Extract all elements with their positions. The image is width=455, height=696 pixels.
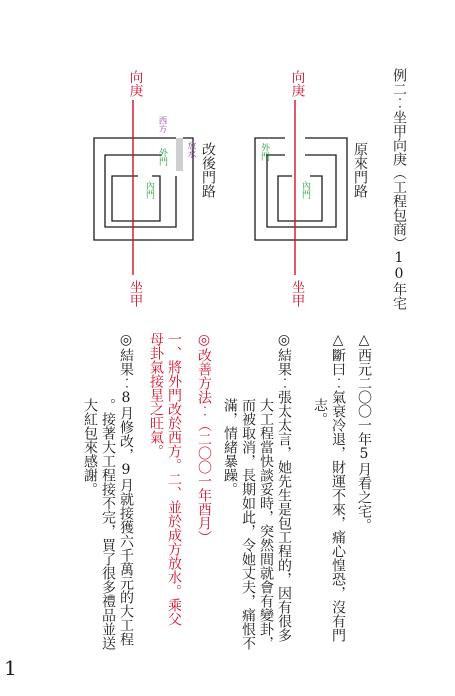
water-label: 放水 xyxy=(186,141,196,158)
gray-door-gap xyxy=(176,138,183,171)
modified-outer-door-label: 外門 xyxy=(157,148,167,166)
original-outer-door-label: 外門 xyxy=(259,143,269,161)
result2-line-2: 。接著大工程接不完，買了很多禮品並送 xyxy=(100,398,116,650)
method-line-1: ◎改善方法︰（二〇〇一年酉月） xyxy=(196,332,212,544)
original-caption: 原來門路 xyxy=(352,142,368,198)
modified-inner-door-label: 內門 xyxy=(144,181,154,199)
page-number: 1 xyxy=(4,656,17,680)
modified-direction-top: 向庚 xyxy=(126,70,143,97)
original-direction-top: 向庚 xyxy=(288,70,305,97)
method-line-2: 一、將外門改於西方。二、並於成方放水。乘父 xyxy=(166,332,182,626)
west-label: 西方 xyxy=(157,116,167,133)
judgement-line-1: △斷曰︰氣衰冷退，財運不來，痛心惶恐，沒有門 xyxy=(330,332,346,642)
result1-line-2: 大工程當快談妥時，突然間就會有變卦， xyxy=(258,398,274,650)
modified-direction-bottom: 坐甲 xyxy=(126,280,143,307)
result1-line-1: ◎結果︰張太太言，她先生是包工程的，因有很多 xyxy=(276,332,292,642)
judgement-line-2: 志。 xyxy=(312,398,328,426)
modified-caption: 改後門路 xyxy=(200,142,216,198)
method-line-3: 母卦氣接星之旺氣。 xyxy=(148,332,164,458)
result2-line-1: ◎結果︰8月修改，9月就接獲六千萬元的大工程 xyxy=(118,332,134,646)
original-inner-door-label: 內門 xyxy=(300,181,310,199)
result1-line-4: 滿，情緒暴躁。 xyxy=(222,398,238,496)
result1-line-3: 而被取消，長期如此，令她丈夫，痛恨不 xyxy=(240,398,256,650)
page-title: 例二︰坐甲向庚（工程包商）10年宅 xyxy=(391,68,407,310)
result2-line-3: 大紅包來感謝。 xyxy=(82,398,98,496)
original-direction-bottom: 坐甲 xyxy=(288,280,305,307)
date-line: △西元二〇〇一年5月看之宅。 xyxy=(356,332,372,532)
